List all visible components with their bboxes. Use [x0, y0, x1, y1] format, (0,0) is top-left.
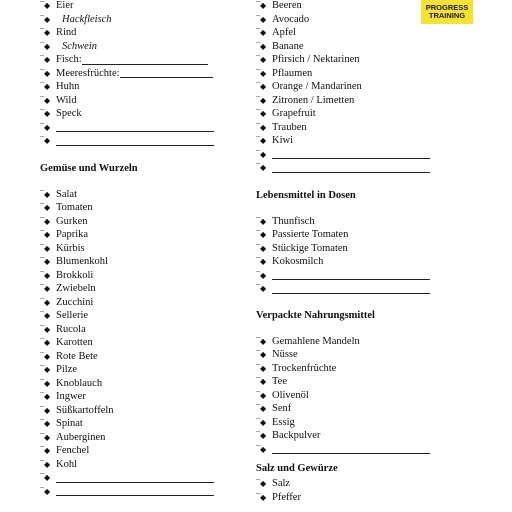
bullet-icon: ¯◆	[256, 82, 267, 91]
bullet-icon: ¯◆	[256, 363, 267, 373]
list-item	[40, 296, 230, 310]
item-label: Thunfisch	[272, 215, 315, 227]
list-item	[40, 282, 230, 296]
item-label: Kiwi	[272, 135, 293, 146]
list-item	[256, 491, 446, 505]
item-label: Blumenkohl	[56, 256, 108, 267]
list-item	[256, 40, 446, 54]
item-label: Pfirsich / Nektarinen	[272, 54, 360, 65]
bullet-icon: ¯◆	[40, 14, 51, 24]
item-label: Schwein	[62, 40, 97, 52]
list-proteins	[40, 0, 230, 148]
bullet-icon: ¯◆	[256, 14, 267, 24]
item-label: Avocado	[272, 13, 310, 25]
list-item	[40, 13, 230, 27]
bullet-icon: ¯◆	[40, 95, 51, 105]
heading-vegetables: Gemüse und Wurzeln	[40, 162, 138, 174]
list-item	[256, 94, 446, 108]
list-item	[256, 161, 446, 175]
write-in-line[interactable]	[56, 473, 214, 483]
bullet-icon: ¯◆	[40, 297, 51, 307]
bullet-icon: ¯◆	[256, 270, 267, 280]
bullet-icon: ¯◆	[256, 390, 267, 400]
bullet-icon: ¯◆	[40, 419, 51, 428]
list-item	[40, 134, 230, 148]
write-in-line[interactable]	[272, 163, 430, 173]
bullet-icon: ¯◆	[40, 324, 51, 334]
item-label: Kokosmilch	[272, 256, 324, 267]
item-label: Tomaten	[56, 202, 93, 213]
list-packaged-food	[256, 335, 446, 457]
bullet-icon: ¯◆	[256, 257, 267, 266]
item-label: Trockenfrüchte	[272, 362, 337, 374]
list-item	[40, 228, 230, 242]
bullet-icon: ¯◆	[256, 404, 267, 413]
list-item	[256, 134, 446, 148]
bullet-icon: ¯◆	[40, 41, 51, 51]
item-label: Kürbis	[56, 242, 85, 254]
bullet-icon: ¯◆	[40, 473, 51, 482]
bullet-icon: ¯◆	[40, 55, 51, 64]
item-label: Paprika	[56, 229, 89, 240]
list-item	[256, 242, 446, 256]
bullet-icon: ¯◆	[256, 444, 267, 454]
item-label: Zucchini	[56, 296, 94, 308]
list-item	[40, 242, 230, 256]
bullet-icon: ¯◆	[256, 55, 267, 64]
bullet-icon: ¯◆	[40, 109, 51, 118]
item-label: Passierte Tomaten	[272, 229, 349, 240]
list-item	[40, 471, 230, 485]
list-item	[256, 443, 446, 457]
write-in-line[interactable]	[272, 284, 430, 294]
list-item	[256, 228, 446, 242]
list-item	[40, 94, 230, 108]
list-item	[256, 429, 446, 443]
bullet-icon: ¯◆	[256, 243, 267, 253]
list-item	[40, 53, 230, 67]
list-item	[256, 80, 446, 94]
list-item	[256, 477, 446, 491]
bullet-icon: ¯◆	[40, 405, 51, 415]
item-label: Speck	[56, 108, 82, 119]
bullet-icon: ¯◆	[40, 257, 51, 266]
list-salt-spices	[256, 477, 446, 504]
bullet-icon: ¯◆	[256, 95, 267, 105]
item-label: Wild	[56, 94, 77, 106]
item-label: Rote Bete	[56, 350, 98, 362]
list-item	[40, 309, 230, 323]
item-label: Zwiebeln	[56, 283, 96, 294]
bullet-icon: ¯◆	[40, 338, 51, 347]
item-label: Hackfleisch	[62, 13, 112, 25]
list-item	[256, 107, 446, 121]
item-label: Sellerie	[56, 310, 89, 321]
item-label: Süßkartoffeln	[56, 404, 114, 416]
bullet-icon: ¯◆	[256, 216, 267, 226]
list-item	[256, 375, 446, 389]
item-label: Olivenöl	[272, 389, 309, 401]
item-label: Salz	[272, 478, 291, 489]
write-in-line[interactable]	[56, 486, 214, 496]
bullet-icon: ¯◆	[40, 392, 51, 401]
list-item	[256, 215, 446, 229]
bullet-icon: ¯◆	[40, 365, 51, 374]
list-item	[256, 53, 446, 67]
list-canned-food	[256, 215, 446, 296]
item-label: Grapefruit	[272, 108, 316, 119]
write-in-line[interactable]	[272, 444, 430, 454]
write-in-line[interactable]	[120, 68, 213, 78]
list-item	[40, 269, 230, 283]
bullet-icon: ¯◆	[40, 486, 51, 496]
heading-canned-food: Lebensmittel in Dosen	[256, 189, 356, 201]
bullet-icon: ¯◆	[40, 230, 51, 239]
bullet-icon: ¯◆	[40, 216, 51, 226]
item-label: Stückige Tomaten	[272, 242, 348, 254]
bullet-icon: ¯◆	[40, 446, 51, 455]
write-in-line[interactable]	[56, 136, 214, 146]
item-label: Fenchel	[56, 445, 90, 456]
list-item	[40, 431, 230, 445]
bullet-icon: ¯◆	[40, 351, 51, 361]
item-label: Banane	[272, 40, 304, 52]
bullet-icon: ¯◆	[40, 122, 51, 132]
item-label: Beeren	[272, 0, 302, 11]
list-vegetables	[40, 188, 230, 499]
bullet-icon: ¯◆	[256, 492, 267, 502]
list-item	[40, 215, 230, 229]
bullet-icon: ¯◆	[256, 350, 267, 359]
list-item	[256, 269, 446, 283]
bullet-icon: ¯◆	[256, 41, 267, 51]
item-label: Huhn	[56, 81, 80, 92]
bullet-icon: ¯◆	[256, 149, 267, 159]
list-item	[40, 255, 230, 269]
list-item	[256, 348, 446, 362]
bullet-icon: ¯◆	[40, 1, 51, 10]
bullet-icon: ¯◆	[40, 68, 51, 78]
list-item	[256, 416, 446, 430]
item-label: Orange / Mandarinen	[272, 81, 362, 92]
right-column	[256, 0, 446, 504]
item-label: Gemahlene Mandeln	[272, 335, 360, 347]
bullet-icon: ¯◆	[40, 432, 51, 442]
list-item	[256, 389, 446, 403]
list-item	[40, 80, 230, 94]
list-item	[40, 201, 230, 215]
item-label: Zitronen / Limetten	[272, 94, 355, 106]
list-item	[40, 26, 230, 40]
item-label: Essig	[272, 416, 295, 428]
item-label: Rind	[56, 27, 77, 38]
bullet-icon: ¯◆	[40, 28, 51, 37]
list-item	[256, 26, 446, 40]
item-label: Gurken	[56, 215, 88, 227]
item-label: Apfel	[272, 27, 296, 38]
list-item	[40, 485, 230, 499]
list-item	[256, 121, 446, 135]
list-item	[256, 282, 446, 296]
item-label: Rucola	[56, 323, 86, 335]
bullet-icon: ¯◆	[256, 417, 267, 427]
list-item	[256, 335, 446, 349]
list-item	[40, 40, 230, 54]
bullet-icon: ¯◆	[40, 459, 51, 469]
item-label: Pflaumen	[272, 67, 313, 79]
item-label: Ingwer	[56, 391, 86, 402]
write-in-line[interactable]	[272, 149, 430, 159]
item-label: Kohl	[56, 458, 77, 470]
list-item	[40, 188, 230, 202]
list-item	[40, 377, 230, 391]
bullet-icon: ¯◆	[256, 122, 267, 132]
list-item	[256, 362, 446, 376]
item-label: Nüsse	[272, 349, 298, 360]
heading-salt-spices: Salz und Gewürze	[256, 463, 338, 474]
bullet-icon: ¯◆	[40, 203, 51, 212]
list-item	[40, 444, 230, 458]
item-label: Fisch:	[56, 54, 82, 65]
bullet-icon: ¯◆	[40, 136, 51, 145]
item-label: Knoblauch	[56, 377, 103, 389]
list-item	[40, 417, 230, 431]
bullet-icon: ¯◆	[40, 311, 51, 320]
bullet-icon: ¯◆	[256, 336, 267, 346]
bullet-icon: ¯◆	[40, 284, 51, 293]
item-label: Auberginen	[56, 431, 106, 443]
bullet-icon: ¯◆	[256, 163, 267, 172]
item-label: Backpulver	[272, 430, 321, 441]
list-item	[40, 336, 230, 350]
bullet-icon: ¯◆	[256, 109, 267, 118]
list-item	[40, 0, 230, 13]
item-label: Meeresfrüchte:	[56, 67, 120, 79]
list-item	[40, 67, 230, 81]
list-item	[256, 255, 446, 269]
list-item	[256, 13, 446, 27]
list-item	[40, 458, 230, 472]
bullet-icon: ¯◆	[256, 1, 267, 10]
list-item	[40, 390, 230, 404]
list-item	[40, 323, 230, 337]
bullet-icon: ¯◆	[40, 378, 51, 388]
write-in-line[interactable]	[82, 55, 208, 65]
bullet-icon: ¯◆	[256, 284, 267, 293]
item-label: Tee	[272, 376, 288, 387]
list-item	[40, 350, 230, 364]
item-label: Trauben	[272, 121, 307, 133]
bullet-icon: ¯◆	[256, 28, 267, 37]
write-in-line[interactable]	[56, 122, 214, 132]
item-label: Brokkoli	[56, 269, 94, 281]
list-item	[40, 404, 230, 418]
list-item	[40, 363, 230, 377]
list-item	[256, 0, 446, 13]
bullet-icon: ¯◆	[40, 243, 51, 253]
bullet-icon: ¯◆	[256, 68, 267, 78]
list-item	[256, 148, 446, 162]
list-item	[40, 121, 230, 135]
bullet-icon: ¯◆	[256, 479, 267, 488]
bullet-icon: ¯◆	[256, 431, 267, 440]
write-in-line[interactable]	[272, 270, 430, 280]
item-label: Eier	[56, 0, 74, 11]
bullet-icon: ¯◆	[40, 189, 51, 199]
bullet-icon: ¯◆	[256, 230, 267, 239]
list-fruits	[256, 0, 446, 175]
bullet-icon: ¯◆	[40, 270, 51, 280]
left-column	[40, 0, 230, 498]
logo-line-1: PROGRESS	[425, 3, 469, 12]
item-label: Pilze	[56, 364, 77, 375]
list-item	[40, 107, 230, 121]
list-item	[256, 67, 446, 81]
item-label: Pfeffer	[272, 491, 301, 503]
bullet-icon: ¯◆	[40, 82, 51, 91]
bullet-icon: ¯◆	[256, 136, 267, 145]
list-item	[256, 402, 446, 416]
logo-line-2: TRAINING	[428, 11, 466, 20]
bullet-icon: ¯◆	[256, 377, 267, 386]
heading-packaged-food: Verpackte Nahrungsmittel	[256, 309, 375, 321]
item-label: Karotten	[56, 337, 93, 348]
item-label: Spinat	[56, 418, 83, 429]
item-label: Salat	[56, 188, 77, 200]
item-label: Senf	[272, 403, 292, 414]
